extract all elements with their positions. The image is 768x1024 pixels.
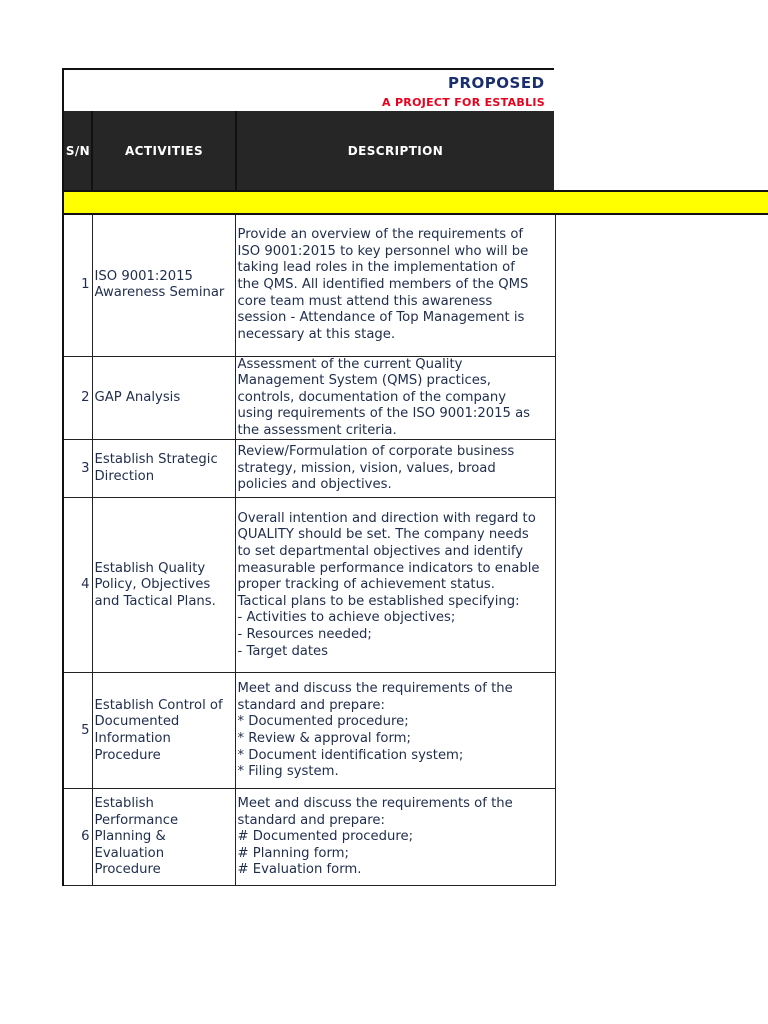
description-line: QUALITY should be set. The company needs xyxy=(237,527,529,543)
column-header-description: DESCRIPTION xyxy=(347,143,444,158)
activity-line: Evaluation xyxy=(94,845,165,861)
description-line: to set departmental objectives and identify xyxy=(237,543,524,559)
description-line: ISO 9001:2015 to key personnel who will be xyxy=(237,243,529,259)
description-line: Management System (QMS) practices, xyxy=(237,373,491,389)
description-line: proper tracking of achievement status. xyxy=(237,577,495,593)
description-line: Meet and discuss the requirements of the xyxy=(237,795,513,811)
description-cell xyxy=(235,498,555,673)
page-subtitle: A PROJECT FOR ESTABLIS xyxy=(382,96,546,109)
description-line: Overall intention and direction with regard to xyxy=(237,510,536,526)
description-cell xyxy=(235,356,555,440)
description-line: * Filing system. xyxy=(237,764,339,780)
description-line: Meet and discuss the requirements of the xyxy=(237,681,513,697)
activity-line: Procedure xyxy=(94,747,161,763)
description-line: policies and objectives. xyxy=(237,477,392,493)
table-row xyxy=(63,440,555,498)
activity-line: Establish Quality xyxy=(94,560,206,576)
table-row xyxy=(63,356,555,440)
table-header-row xyxy=(62,111,554,190)
activity-cell xyxy=(92,215,235,356)
table-body xyxy=(63,215,555,886)
description-line: session - Attendance of Top Management is xyxy=(237,310,525,326)
activity-cell xyxy=(92,356,235,440)
description-cell xyxy=(235,440,555,498)
row-number: 3 xyxy=(63,440,92,498)
description-line: Provide an overview of the requirements of xyxy=(237,227,524,243)
activity-line: Planning & xyxy=(94,829,166,845)
description-line: standard and prepare: xyxy=(237,697,385,713)
description-line: measurable performance indicators to enable xyxy=(237,560,540,576)
activity-line: Establish Control of xyxy=(94,697,223,713)
activity-line: Documented xyxy=(94,714,180,730)
activity-line: Establish Strategic xyxy=(94,452,218,468)
activity-cell xyxy=(92,789,235,886)
activity-line: Establish xyxy=(94,795,154,811)
page-title: PROPOSED xyxy=(448,74,545,92)
description-line: taking lead roles in the implementation of xyxy=(237,260,515,276)
column-header-activities: ACTIVITIES xyxy=(125,143,203,158)
row-number: 5 xyxy=(63,673,92,789)
description-line: the assessment criteria. xyxy=(237,422,397,438)
activity-line: Policy, Objectives xyxy=(94,577,211,593)
description-line: - Target dates xyxy=(237,643,329,659)
description-line: using requirements of the ISO 9001:2015 as xyxy=(237,406,531,422)
activity-line: Information xyxy=(94,730,171,746)
activity-cell xyxy=(92,673,235,789)
description-line: core team must attend this awareness xyxy=(237,293,493,309)
row-number: 1 xyxy=(63,215,92,356)
activity-line: Awareness Seminar xyxy=(94,285,225,301)
description-line: - Resources needed; xyxy=(237,626,372,642)
description-line: the QMS. All identified members of the QMS xyxy=(237,276,529,292)
description-line: necessary at this stage. xyxy=(237,326,396,342)
description-line: # Evaluation form. xyxy=(237,862,362,878)
description-line: controls, documentation of the company xyxy=(237,389,507,405)
activity-line: ISO 9001:2015 xyxy=(94,268,193,284)
description-cell xyxy=(235,673,555,789)
description-line: standard and prepare: xyxy=(237,812,385,828)
table-row xyxy=(63,789,555,886)
title-block xyxy=(62,68,554,111)
activity-line: GAP Analysis xyxy=(94,389,181,405)
description-line: # Documented procedure; xyxy=(237,829,414,845)
description-line: * Documented procedure; xyxy=(237,714,409,730)
description-line: strategy, mission, vision, values, broad xyxy=(237,460,496,476)
description-line: Review/Formulation of corporate business xyxy=(237,444,515,460)
phase-highlight-band xyxy=(62,190,768,215)
activities-table xyxy=(62,215,556,886)
description-line: * Document identification system; xyxy=(237,747,464,763)
column-header-sn: S/N xyxy=(65,143,91,158)
table-row xyxy=(63,673,555,789)
row-number: 6 xyxy=(63,789,92,886)
table-row xyxy=(63,498,555,673)
description-line: Tactical plans to be established specifying: xyxy=(237,593,520,609)
row-number: 2 xyxy=(63,356,92,440)
activity-line: Procedure xyxy=(94,862,161,878)
activity-line: and Tactical Plans. xyxy=(94,593,216,609)
description-cell xyxy=(235,789,555,886)
description-line: Assessment of the current Quality xyxy=(237,356,463,372)
description-line: * Review & approval form; xyxy=(237,730,411,746)
activity-line: Performance xyxy=(94,812,179,828)
description-cell xyxy=(235,215,555,356)
row-number: 4 xyxy=(63,498,92,673)
description-line: - Activities to achieve objectives; xyxy=(237,610,456,626)
activity-line: Direction xyxy=(94,468,155,484)
activity-cell xyxy=(92,498,235,673)
activity-cell xyxy=(92,440,235,498)
table-row xyxy=(63,215,555,356)
description-line: # Planning form; xyxy=(237,845,349,861)
